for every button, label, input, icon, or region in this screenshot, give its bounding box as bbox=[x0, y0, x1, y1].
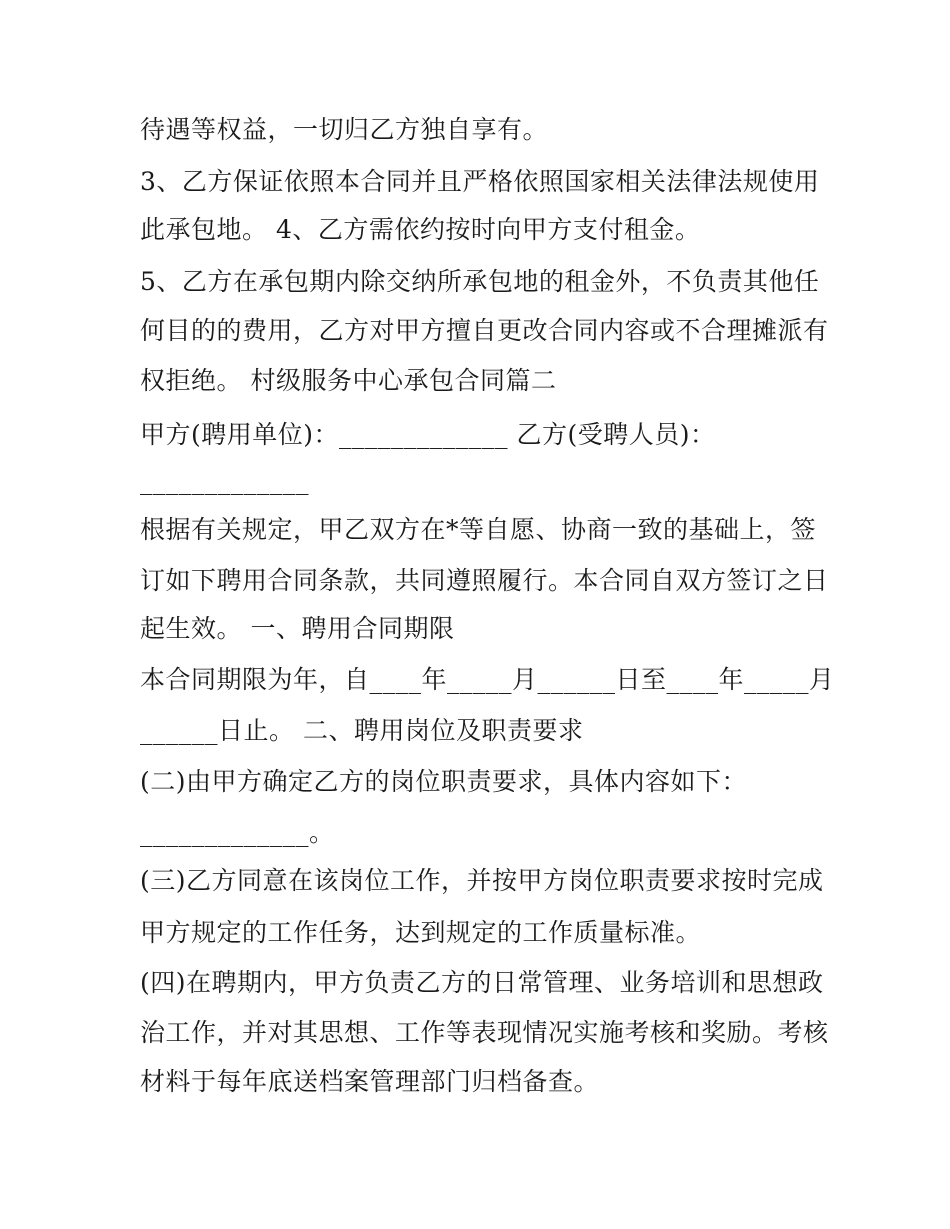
text-line: 甲方(聘用单位)：_____________ 乙方(受聘人员)： bbox=[140, 420, 716, 449]
text-line: 根据有关规定，甲乙双方在*等自愿、协商一致的基础上，签 bbox=[140, 515, 817, 544]
text-line: 材料于每年底送档案管理部门归档备查。 bbox=[140, 1067, 600, 1096]
text-line: 此承包地。 4、乙方需依约按时向甲方支付租金。 bbox=[140, 215, 701, 244]
text-line: 本合同期限为年，自____年_____月______日至____年_____月 bbox=[140, 665, 835, 694]
text-line: 何目的的费用，乙方对甲方擅自更改合同内容或不合理摊派有 bbox=[140, 316, 829, 345]
text-line: _____________ bbox=[140, 466, 309, 495]
text-line: 订如下聘用合同条款，共同遵照履行。本合同自双方签订之日 bbox=[140, 566, 829, 595]
text-line: 治工作，并对其思想、工作等表现情况实施考核和奖励。考核 bbox=[140, 1018, 829, 1047]
text-line: 甲方规定的工作任务，达到规定的工作质量标准。 bbox=[140, 918, 702, 947]
text-line: (三)乙方同意在该岗位工作，并按甲方岗位职责要求按时完成 bbox=[140, 866, 824, 895]
text-line: 3、乙方保证依照本合同并且严格依照国家相关法律法规使用 bbox=[140, 167, 820, 196]
text-line: _____________。 bbox=[140, 818, 335, 847]
text-line: (二)由甲方确定乙方的岗位职责要求，具体内容如下： bbox=[140, 767, 748, 796]
text-line: 待遇等权益，一切归乙方独自享有。 bbox=[140, 115, 549, 144]
text-line: ______日止。 二、聘用岗位及职责要求 bbox=[140, 716, 584, 745]
text-line: 权拒绝。 村级服务中心承包合同篇二 bbox=[140, 366, 557, 395]
text-line: 5、乙方在承包期内除交纳所承包地的租金外，不负责其他任 bbox=[140, 267, 820, 296]
text-line: (四)在聘期内，甲方负责乙方的日常管理、业务培训和思想政 bbox=[140, 968, 824, 997]
text-line: 起生效。 一、聘用合同期限 bbox=[140, 614, 455, 643]
